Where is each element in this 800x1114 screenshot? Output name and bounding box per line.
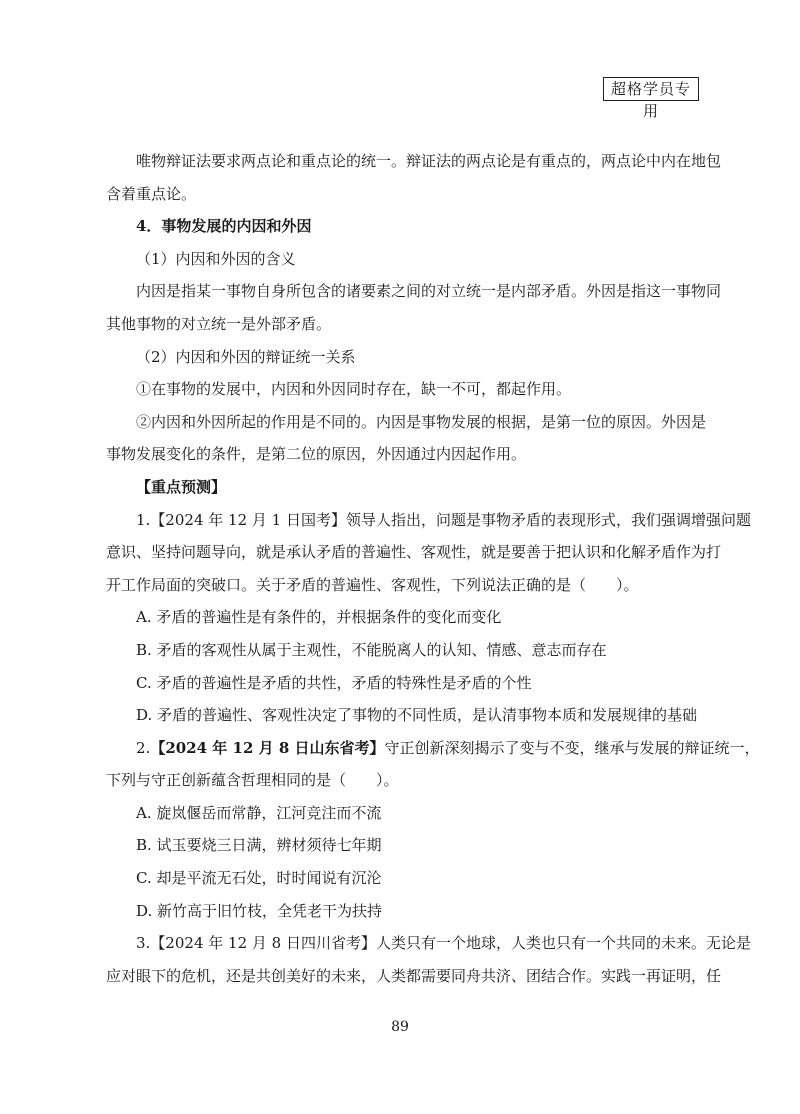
option-c: C. 却是平流无石处，时时闻说有沉沦 [136,869,382,888]
option-d: D. 矛盾的普遍性、客观性决定了事物的不同性质，是认清事物本质和发展规律的基础 [136,706,698,725]
paragraph-line: ②内因和外因所起的作用是不同的。内因是事物发展的根据，是第一位的原因。外因是 [136,412,707,431]
option-d: D. 新竹高于旧竹枝，全凭老干为扶持 [136,901,383,920]
question-line: 意识、坚持问题导向，就是承认矛盾的普遍性、客观性，就是要善于把认识和化解矛盾作为打 [106,543,722,562]
subsection-heading: （2）内因和外因的辩证统一关系 [136,347,356,366]
option-b: B. 试玉要烧三日满，辨材须待七年期 [136,836,382,855]
question-line: 下列与守正创新蕴含哲理相同的是（ ）。 [106,771,399,790]
page-body [106,145,760,992]
question-line: 1.【2024 年 12 月 1 日国考】领导人指出，问题是事物矛盾的表现形式，我们强调增强问题 [136,510,751,529]
question-line: 开工作局面的突破口。关于矛盾的普遍性、客观性，下列说法正确的是（ ）。 [106,575,639,594]
prediction-title: 【重点预测】 [136,477,227,496]
question-text: 守正创新深刻揭示了变与不变，继承与发展的辩证统一， [384,738,760,757]
paragraph-line: 唯物辩证法要求两点论和重点论的统一。辩证法的两点论是有重点的，两点论中内在地包 [136,152,722,170]
option-a: A. 旋岚偃岳而常静，江河竞注而不流 [136,803,382,822]
paragraph-line: 事物发展变化的条件，是第二位的原因，外因通过内因起作用。 [106,445,527,464]
paragraph-line: 内因是指某一事物自身所包含的诸要素之间的对立统一是内部矛盾。外因是指这一事物同 [136,282,722,301]
option-c: C. 矛盾的普遍性是矛盾的共性，矛盾的特殊性是矛盾的个性 [136,673,532,692]
paragraph-line: 其他事物的对立统一是外部矛盾。 [106,314,332,333]
section-heading: 4．事物发展的内因和外因 [136,217,312,236]
paragraph-line: 含着重点论。 [106,184,197,203]
paragraph-line: ①在事物的发展中，内因和外因同时存在，缺一不可，都起作用。 [136,380,572,399]
question-number: 2. [136,738,151,757]
option-b: B. 矛盾的客观性从属于主观性，不能脱离人的认知、情感、意志而存在 [136,640,607,659]
question-source: 【2024 年 12 月 8 日山东省考】 [150,738,385,757]
option-a: A. 矛盾的普遍性是有条件的，并根据条件的变化而变化 [136,608,502,627]
question-line: 应对眼下的危机，还是共创美好的未来，人类都需要同舟共济、团结合作。实践一再证明，任 [106,966,722,985]
question-line [106,732,760,765]
member-only-badge: 超格学员专用 [603,77,699,101]
subsection-heading: （1）内因和外因的含义 [136,249,296,268]
question-line: 3.【2024 年 12 月 8 日四川省考】人类只有一个地球，人类也只有一个共同的未来。无论是 [136,934,751,953]
page-number: 89 [391,1019,409,1035]
